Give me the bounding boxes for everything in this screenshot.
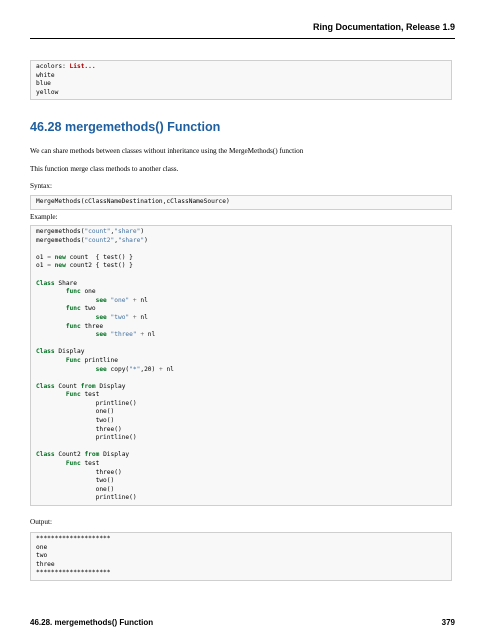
example-code-line: one() — [36, 408, 115, 416]
example-code-line: mergemethods("count","share") — [36, 228, 145, 235]
output-code-line: three — [36, 560, 55, 568]
example-code-line: printline() — [36, 399, 137, 407]
previous-code-line: white — [36, 71, 55, 79]
example-code-line: see "two" + nl — [95, 313, 148, 321]
example-code-line: func one — [65, 288, 96, 296]
syntax-code-block — [30, 195, 452, 210]
output-code-line: ******************** — [36, 569, 111, 577]
example-code-line: func three — [65, 322, 104, 330]
output-code-line: two — [36, 552, 48, 560]
previous-code-block — [30, 60, 452, 100]
example-code-line: Func test — [65, 391, 100, 399]
syntax-label: Syntax: — [30, 182, 52, 190]
example-code-line: see "three" + nl — [95, 331, 156, 339]
section-heading — [30, 120, 220, 134]
footer-section: 46.28. mergemethods() Function — [30, 618, 154, 627]
example-code-line — [36, 340, 446, 349]
previous-code-line: yellow — [36, 88, 59, 96]
example-code-line — [36, 245, 446, 254]
section-number: 46.28 — [30, 120, 62, 134]
example-label: Example: — [30, 213, 58, 221]
page-number: 379 — [441, 618, 455, 627]
description-paragraph: This function merge class methods to another class. — [30, 165, 179, 173]
output-code-line: one — [36, 543, 48, 551]
example-code-line: Func test — [65, 460, 100, 468]
example-code-line: three() — [36, 425, 122, 433]
example-code-line: o1 = new count2 { test() } — [36, 262, 133, 270]
example-code-line: Class Share — [36, 279, 77, 287]
example-code-line: mergemethods("count2","share") — [36, 236, 148, 244]
example-code-line: one() — [36, 485, 115, 493]
example-code-line: see copy("*",20) + nl — [95, 365, 174, 373]
example-code-line: printline() — [36, 434, 137, 442]
example-code-line: Func printline — [65, 356, 118, 364]
output-label: Output: — [30, 518, 52, 526]
example-code-line — [36, 374, 446, 383]
example-code-line — [36, 271, 446, 280]
example-code-line: Class Count from Display — [36, 382, 126, 390]
example-code-block — [30, 225, 452, 506]
example-code-line: two() — [36, 417, 115, 425]
example-code-line: Class Count2 from Display — [36, 451, 130, 459]
example-code-line — [36, 443, 446, 452]
example-code-line: o1 = new count { test() } — [36, 253, 133, 261]
section-title: mergemethods() Function — [65, 120, 221, 134]
syntax-code-line: MergeMethods(cClassNameDestination,cClassNameSource) — [36, 198, 230, 205]
example-code-line: see "one" + nl — [95, 296, 148, 304]
example-code-line: func two — [65, 305, 96, 313]
page-footer — [30, 618, 455, 627]
example-code-line: printline() — [36, 494, 137, 502]
output-code-line: ******************** — [36, 535, 111, 542]
running-header: Ring Documentation, Release 1.9 — [312, 22, 455, 32]
header-rule — [30, 38, 455, 39]
example-code-line: two() — [36, 477, 115, 485]
output-code-block — [30, 532, 452, 581]
intro-paragraph: We can share methods between classes without inheritance using the MergeMethods() function — [30, 147, 304, 155]
previous-code-line: acolors: List... — [36, 63, 96, 70]
example-code-line: three() — [36, 468, 122, 476]
previous-code-line: blue — [36, 80, 51, 88]
example-code-line: Class Display — [36, 348, 85, 356]
